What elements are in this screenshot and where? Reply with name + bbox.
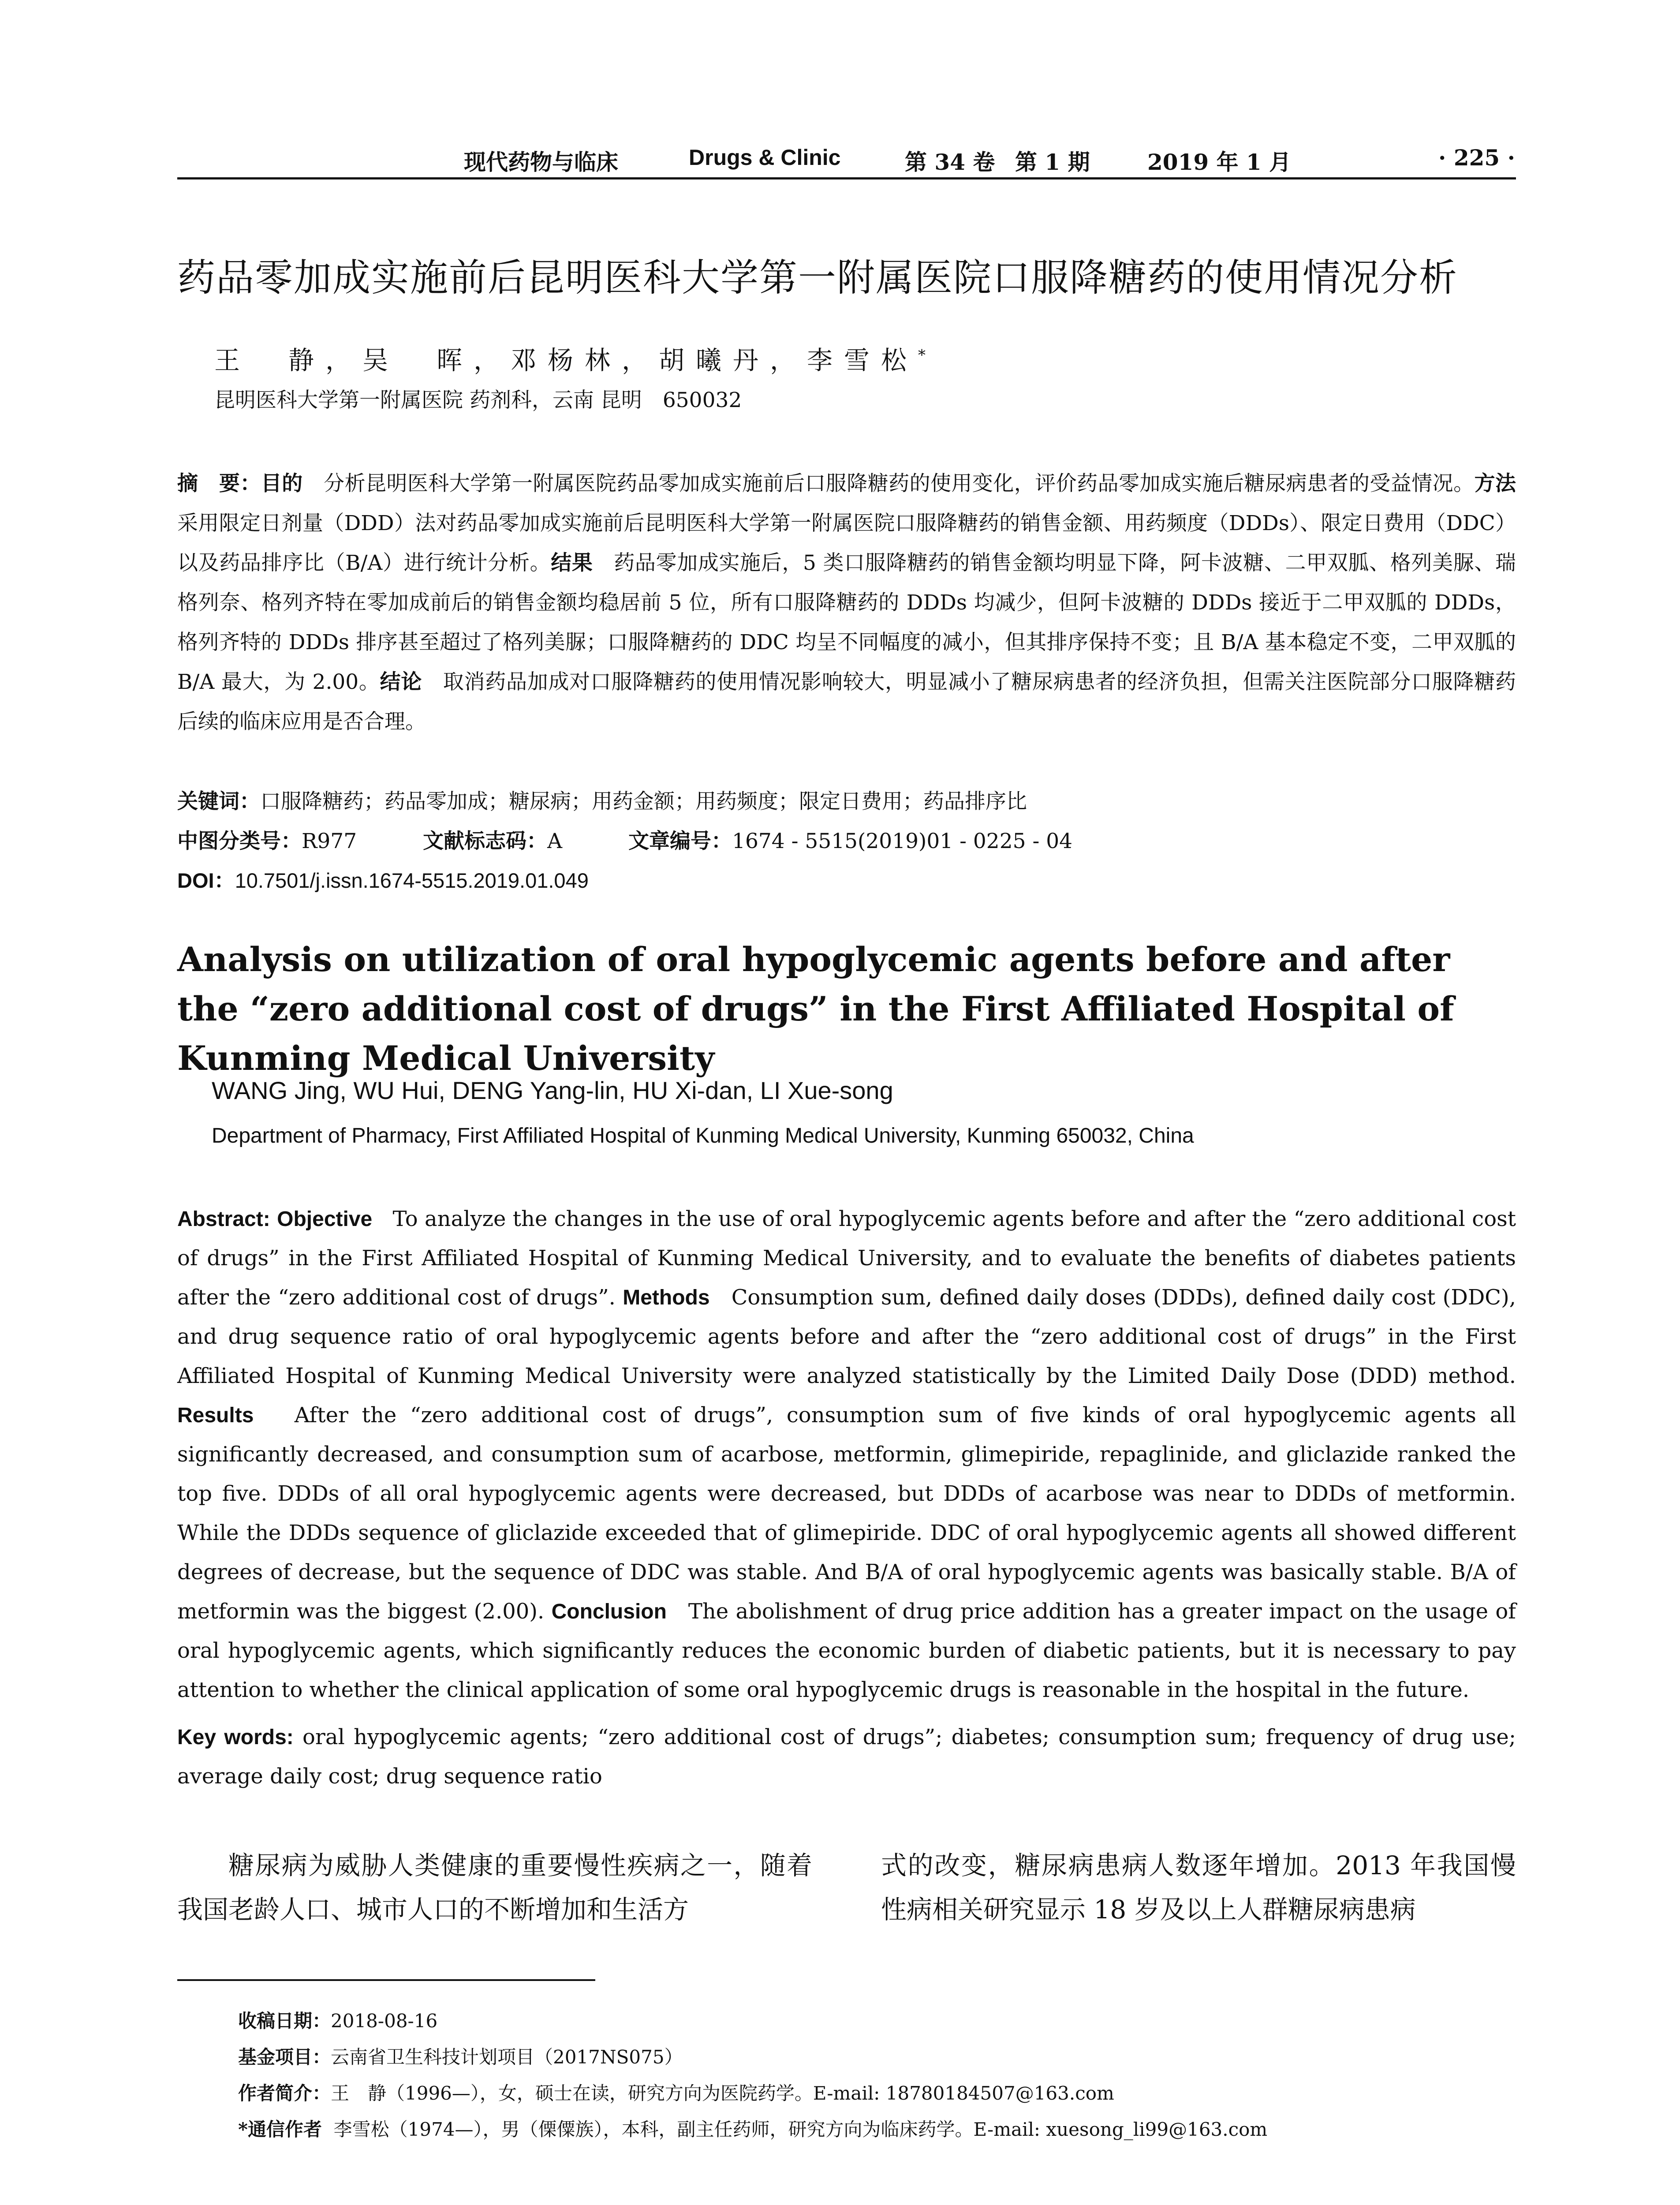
cn-title: 药品零加成实施前后昆明医科大学第一附属医院口服降糖药的使用情况分析 (177, 256, 1458, 300)
cn-results-text: 药品零加成实施后，5 类口服降糖药的销售金额均明显下降，阿卡波糖、二甲双胍、格列美脲、瑞格列奈、格列齐特在零加成前后的销售金额均稳居前 5 位，所有口服降糖药的 DDDs 均减少，但阿卡波糖的 DDDs 接近于二甲双胍的 DDDs，格列齐特的 DDDs 排序甚至超过了格列美脲；口服降糖药的 DDC 均呈不同幅度的减小，但其排序保持不变；且 B/A 基本稳定不变，二甲双胍的 B/A 最大，为 2.00。 (177, 551, 1516, 694)
en-methods-text: Consumption sum, defined daily doses (DDDs), defined daily cost (DDC), and drug sequence ratio of oral hypoglycemic agents before and after the “zero additional cost of drugs” in the First Affiliated Hospital of Kunming Medical University were analyzed statistically by the Limited Daily Dose (DDD) method. (177, 1285, 1516, 1388)
journal-name-en: Drugs & Clinic (689, 145, 841, 170)
en-affiliation: Department of Pharmacy, First Affiliated Hospital of Kunming Medical University, Kunming 650032, China (212, 1124, 1194, 1147)
cn-authors (214, 340, 926, 377)
en-authors: WANG Jing, WU Hui, DENG Yang-lin, HU Xi-dan, LI Xue-song (212, 1076, 893, 1104)
cn-keywords (177, 785, 1027, 815)
received-date: 2018-08-16 (331, 2010, 438, 2032)
en-objective-label: Objective (277, 1207, 373, 1231)
author-bio-text: 王 静（1996—），女，硕士在读，研究方向为医院药学。E-mail: 18780184507@163.com (331, 2082, 1114, 2104)
footnote-fund (238, 2043, 683, 2069)
cn-objective-text: 分析昆明医科大学第一附属医院药品零加成实施前后口服降糖药的使用变化，评价药品零加成实施后糖尿病患者的受益情况。 (324, 471, 1475, 496)
footnote-author-bio (238, 2079, 1114, 2105)
issue: 第 1 期 (1015, 149, 1090, 175)
cn-methods-label: 方法 (1474, 471, 1516, 496)
footnote-rule (177, 1979, 595, 1981)
en-conclusion-label: Conclusion (551, 1600, 667, 1623)
article-no-value: 1674 - 5515(2019)01 - 0225 - 04 (732, 829, 1073, 853)
header-rule (177, 177, 1516, 179)
clc-value: R977 (302, 829, 357, 853)
journal-name-cn: 现代药物与临床 (464, 149, 618, 175)
en-results-text: After the “zero additional cost of drugs”, consumption sum of five kinds of oral hypoglycemic agents all significantly decreased, and consumption sum of acarbose, metformin, glimepiride, repaglinide, and gliclazide ranked the top five. DDDs of all oral hypoglycemic agents were decreased, but DDDs of acarbose was near to DDDs of metformin. While the DDDs sequence of gliclazide exceeded that of glimepiride. DDC of oral hypoglycemic agents all showed different degrees of decrease, but the sequence of DDC was stable. And B/A of oral hypoglycemic agents was basically stable. B/A of metformin was the biggest (2.00). (177, 1403, 1516, 1624)
clc-label: 中图分类号： (177, 829, 302, 853)
en-conclusion-text: The abolishment of drug price addition has a greater impact on the usage of oral hypoglycemic agents, which significantly reduces the economic burden of diabetic patients, but it is necessary to pay attention to whether the clinical application of some oral hypoglycemic drugs is reasonable in the hospital in the future. (177, 1599, 1516, 1702)
footnote-received (238, 2007, 437, 2033)
en-abstract (177, 1200, 1516, 1710)
en-title: Analysis on utilization of oral hypoglycemic agents before and after the “zero additional cost of drugs” in the First Affiliated Hospital of Kunming Medical University (177, 940, 1454, 1078)
en-keywords-text: oral hypoglycemic agents; “zero additional cost of drugs”; diabetes; consumption sum; frequency of drug use; average daily cost; drug sequence ratio (177, 1725, 1516, 1789)
cn-objective-label: 目的 (261, 471, 303, 496)
cn-conclusion-text: 取消药品加成对口服降糖药的使用情况影响较大，明显减小了糖尿病患者的经济负担，但需关注医院部分口服降糖药后续的临床应用是否合理。 (177, 670, 1516, 734)
cn-keywords-text: 口服降糖药；药品零加成；糖尿病；用药金额；用药频度；限定日费用；药品排序比 (260, 789, 1027, 814)
doi-value: 10.7501/j.issn.1674-5515.2019.01.049 (235, 869, 589, 892)
cn-author-list: 王 静，吴 晖，邓杨林，胡曦丹，李雪松 (214, 345, 918, 375)
en-keywords-label: Key words: (177, 1726, 294, 1749)
running-header (177, 140, 1516, 176)
en-objective-text: To analyze the changes in the use of oral hypoglycemic agents before and after the “zero additional cost of drugs” in the First Affiliated Hospital of Kunming Medical University, and to evaluate the benefits of diabetes patients after the “zero additional cost of drugs”. (177, 1207, 1516, 1310)
cn-keywords-label: 关键词： (177, 789, 260, 814)
doi-label: DOI： (177, 869, 235, 892)
cn-abstract-label: 摘 要： (177, 471, 261, 496)
page-number: · 225 · (1438, 145, 1515, 171)
cn-results-label: 结果 (551, 551, 593, 575)
author-bio-label: 作者简介： (238, 2082, 331, 2104)
doi-line (177, 864, 589, 894)
cn-methods-text: 采用限定日剂量（DDD）法对药品零加成实施前后昆明医科大学第一附属医院口服降糖药的销售金额、用药频度（DDDs）、限定日费用（DDC）以及药品排序比（B/A）进行统计分析。 (177, 511, 1516, 575)
corresponding-mark: * (918, 346, 926, 364)
doc-code-value: A (547, 829, 563, 853)
body-column-right: 式的改变，糖尿病患病人数逐年增加。2013 年我国慢性病相关研究显示 18 岁及以上人群糖尿病患病 (881, 1850, 1516, 1925)
cn-abstract (177, 464, 1516, 742)
en-abstract-label: Abstract: (177, 1207, 270, 1231)
fund-text: 云南省卫生科技计划项目（2017NS075） (331, 2046, 683, 2068)
volume: 第 34 卷 (905, 149, 995, 175)
body-column-left: 糖尿病为威胁人类健康的重要慢性疾病之一，随着我国老龄人口、城市人口的不断增加和生活方 (177, 1850, 812, 1925)
fund-label: 基金项目： (238, 2046, 331, 2068)
cn-conclusion-label: 结论 (380, 670, 422, 694)
footnote-corresponding (238, 2115, 1267, 2141)
en-results-label: Results (177, 1404, 254, 1427)
classification-line (177, 825, 1072, 854)
article-no-label: 文章编号： (628, 829, 732, 853)
doc-code-label: 文献标志码： (423, 829, 548, 853)
en-methods-label: Methods (623, 1286, 710, 1309)
issue-date: 2019 年 1 月 (1147, 149, 1292, 175)
corresponding-text: 李雪松（1974—），男（傈僳族），本科，副主任药师，研究方向为临床药学。E-mail: xuesong_li99@163.com (333, 2119, 1268, 2140)
cn-affiliation: 昆明医科大学第一附属医院 药剂科，云南 昆明 650032 (214, 388, 742, 412)
corresponding-label: *通信作者 (238, 2119, 322, 2140)
en-keywords (177, 1718, 1516, 1796)
received-label: 收稿日期： (238, 2010, 331, 2032)
